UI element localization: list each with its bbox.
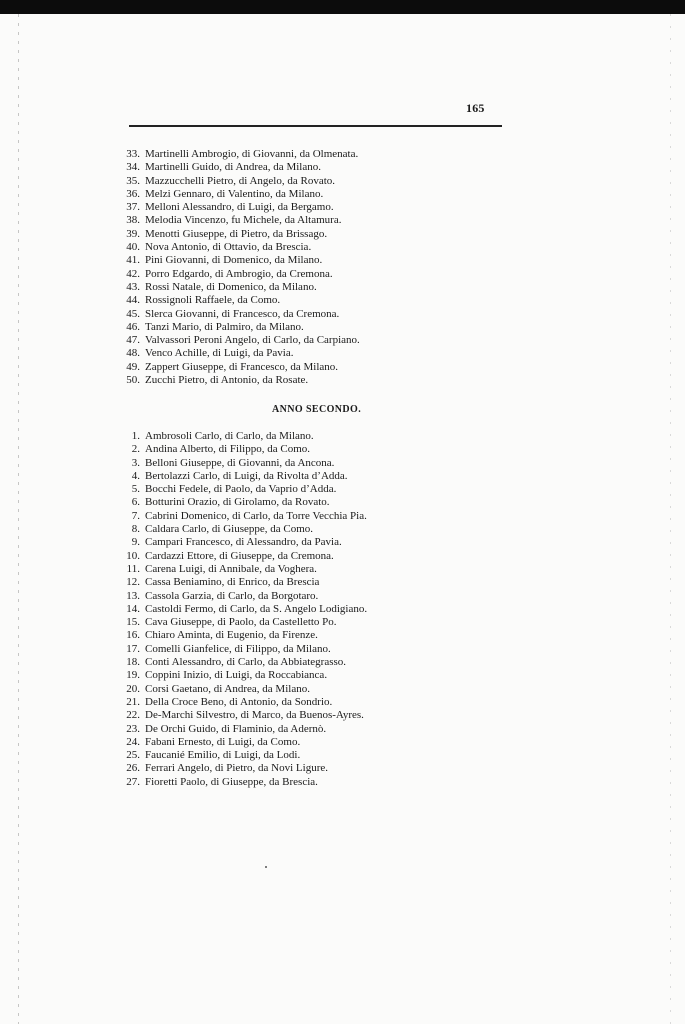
list-entry [116,550,367,563]
list-entry [116,536,367,549]
entry-text: Slerca Giovanni, di Francesco, da Cremona. [145,307,340,320]
entry-number: 41. [126,254,140,267]
entry-text: Nova Antonio, di Ottavio, da Brescia. [145,241,312,254]
list-entry [116,241,360,254]
list-entry [116,457,367,470]
entry-number: 21. [126,695,140,708]
entry-text: Castoldi Fermo, di Carlo, da S. Angelo Lodigiano. [145,602,368,615]
list-entry [116,161,360,174]
entry-number: 34. [126,161,140,174]
entry-number: 35. [126,174,140,187]
entry-number: 22. [126,709,140,722]
entry-text: Melloni Alessandro, di Luigi, da Bergamo. [145,201,334,214]
entry-number: 47. [126,334,140,347]
entry-number: 25. [126,749,140,762]
list-entry [116,175,360,188]
entry-number: 9. [131,536,140,549]
list-entry [116,709,367,722]
entry-text: Venco Achille, di Luigi, da Pavia. [145,347,294,360]
print-speck [265,866,267,868]
list-entry [116,214,360,227]
entry-number: 49. [126,360,140,373]
list-entry [116,669,367,682]
entry-text: Rossignoli Raffaele, da Como. [145,294,281,307]
page-number: 165 [466,101,485,115]
entry-number: 18. [126,656,140,669]
list-entry [116,563,367,576]
entry-number: 16. [126,629,140,642]
entry-text: Zucchi Pietro, di Antonio, da Rosate. [145,374,309,387]
entry-number: 20. [126,682,140,695]
list-entry [116,656,367,669]
entry-number: 13. [126,589,140,602]
entry-text: Cassola Garzia, di Carlo, da Borgotaro. [145,589,319,602]
entry-text: Ambrosoli Carlo, di Carlo, da Milano. [145,430,314,442]
entry-text: Corsi Gaetano, di Andrea, da Milano. [145,682,310,695]
list-entry [116,523,367,536]
entry-text: Ferrari Angelo, di Pietro, da Novi Ligure. [145,762,328,775]
list-entry [116,629,367,642]
entry-text: Bertolazzi Carlo, di Luigi, da Rivolta d’Adda. [145,469,348,482]
entry-text: Martinelli Ambrogio, di Giovanni, da Olmenata. [145,148,359,160]
binding-edge [18,14,19,1024]
list-entry [116,374,360,387]
entry-number: 19. [126,669,140,682]
header-rule [129,125,502,127]
list-entry [116,308,360,321]
list-entry [116,510,367,523]
entry-text: Zappert Giuseppe, di Francesco, da Milano. [145,360,339,373]
entry-number: 6. [131,496,140,509]
list-entry [116,762,367,775]
entry-text: Pini Giovanni, di Domenico, da Milano. [145,254,323,267]
entry-text: Faucanié Emilio, di Luigi, da Lodi. [145,749,301,762]
entry-number: 48. [126,347,140,360]
list-entry [116,430,367,443]
scan-top-border [0,0,685,14]
entry-text: Mazzucchelli Pietro, di Angelo, da Rovato. [145,174,336,187]
entry-text: Tanzi Mario, di Palmiro, da Milano. [145,320,304,333]
entry-number: 12. [126,576,140,589]
entry-text: Della Croce Beno, di Antonio, da Sondrio. [145,695,333,708]
list-entry [116,683,367,696]
entry-number: 36. [126,187,140,200]
list-entry [116,749,367,762]
list-entry [116,188,360,201]
entry-number: 4. [131,469,140,482]
list-entry [116,268,360,281]
entry-number: 11. [126,562,140,575]
entry-number: 42. [126,267,140,280]
entry-text: Coppini Inizio, di Luigi, da Roccabianca. [145,669,328,682]
entry-number: 14. [126,602,140,615]
entry-number: 39. [126,227,140,240]
entry-number: 44. [126,294,140,307]
list-entry [116,723,367,736]
entry-text: Comelli Gianfelice, di Filippo, da Milano. [145,642,331,655]
entry-number: 7. [131,509,140,522]
student-list-second-year [116,430,367,789]
list-entry [116,334,360,347]
entry-text: De-Marchi Silvestro, di Marco, da Buenos-Ayres. [145,709,364,722]
entry-text: Porro Edgardo, di Ambrogio, da Cremona. [145,267,333,280]
list-entry [116,643,367,656]
list-entry [116,294,360,307]
entry-number: 26. [126,762,140,775]
entry-number: 8. [131,523,140,536]
entry-number: 27. [126,775,140,788]
entry-number: 2. [131,443,140,456]
entry-text: Carena Luigi, di Annibale, da Voghera. [145,562,317,575]
entry-number: 33. [126,148,140,160]
entry-number: 38. [126,214,140,227]
entry-number: 5. [131,483,140,496]
entry-text: Bocchi Fedele, di Paolo, da Vaprio d’Adda. [145,483,337,496]
entry-text: Cava Giuseppe, di Paolo, da Castelletto Po. [145,616,337,629]
entry-number: 46. [126,320,140,333]
entry-number: 40. [126,241,140,254]
list-entry [116,347,360,360]
list-entry [116,736,367,749]
entry-number: 17. [126,642,140,655]
list-entry [116,228,360,241]
list-entry [116,496,367,509]
entry-text: Cabrini Domenico, di Carlo, da Torre Vecchia Pia. [145,509,367,522]
list-entry [116,321,360,334]
list-entry [116,696,367,709]
entry-text: Melodia Vincenzo, fu Michele, da Altamura. [145,214,342,227]
entry-number: 3. [131,456,140,469]
entry-text: Fioretti Paolo, di Giuseppe, da Brescia. [145,775,318,788]
entry-text: Chiaro Aminta, di Eugenio, da Firenze. [145,629,318,642]
entry-text: Fabani Ernesto, di Luigi, da Como. [145,735,301,748]
student-list-continued [116,148,360,387]
entry-text: Cardazzi Ettore, di Giuseppe, da Cremona. [145,549,334,562]
entry-text: Botturini Orazio, di Girolamo, da Rovato. [145,496,330,509]
entry-number: 43. [126,280,140,293]
entry-text: Rossi Natale, di Domenico, da Milano. [145,280,317,293]
list-entry [116,603,367,616]
entry-text: Valvassori Peroni Angelo, di Carlo, da Carpiano. [145,334,360,347]
section-heading: ANNO SECONDO. [272,404,362,415]
entry-text: Conti Alessandro, di Carlo, da Abbiategrasso. [145,656,347,669]
page-right-edge [670,14,671,1024]
list-entry [116,254,360,267]
list-entry [116,776,367,789]
entry-text: Belloni Giuseppe, di Giovanni, da Ancona. [145,456,335,469]
entry-text: Melzi Gennaro, di Valentino, da Milano. [145,187,324,200]
list-entry [116,616,367,629]
list-entry [116,576,367,589]
entry-number: 10. [126,549,140,562]
entry-number: 45. [126,307,140,320]
list-entry [116,281,360,294]
entry-text: Menotti Giuseppe, di Pietro, da Brissago. [145,227,328,240]
entry-number: 24. [126,735,140,748]
entry-number: 1. [131,430,140,442]
list-entry [116,470,367,483]
entry-text: Caldara Carlo, di Giuseppe, da Como. [145,523,314,536]
entry-number: 23. [126,722,140,735]
entry-number: 37. [126,201,140,214]
entry-text: Campari Francesco, di Alessandro, da Pavia. [145,536,342,549]
list-entry [116,148,360,161]
entry-text: Andina Alberto, di Filippo, da Como. [145,443,310,456]
list-entry [116,443,367,456]
entry-text: De Orchi Guido, di Flaminio, da Adernò. [145,722,327,735]
list-entry [116,201,360,214]
entry-text: Martinelli Guido, di Andrea, da Milano. [145,161,321,174]
list-entry [116,483,367,496]
list-entry [116,361,360,374]
entry-text: Cassa Beniamino, di Enrico, da Brescia [145,576,320,589]
entry-number: 50. [126,374,140,387]
entry-number: 15. [126,616,140,629]
list-entry [116,590,367,603]
